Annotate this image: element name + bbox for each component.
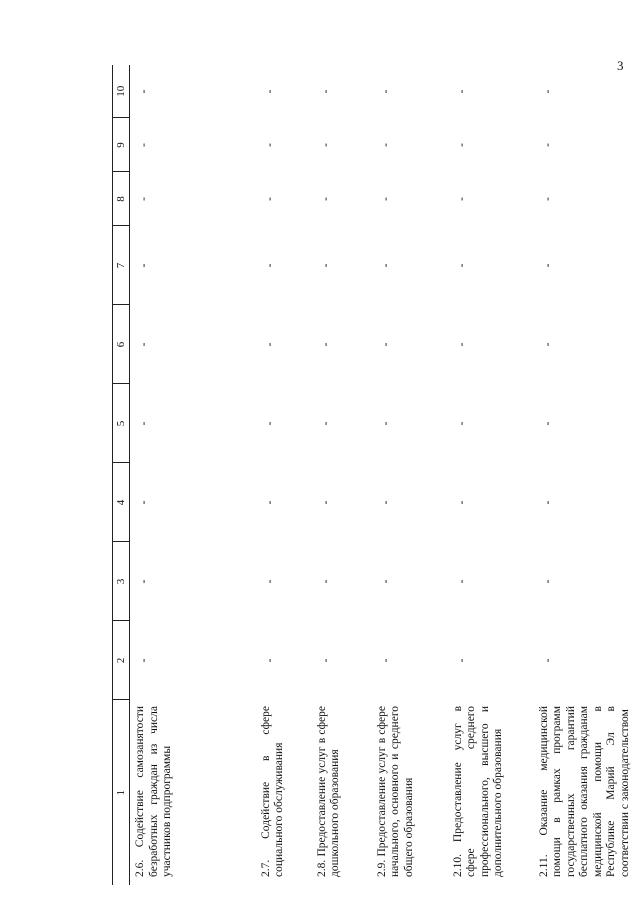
column-header: 9 (113, 118, 130, 172)
table-cell: - (317, 421, 332, 426)
column-header: 1 (113, 700, 130, 885)
column-header: 4 (113, 463, 130, 542)
table-cell: - (453, 197, 468, 201)
table-row (448, 65, 534, 885)
table-cell: - (539, 500, 554, 505)
row-name: 2.10. Предоставление услуг в сфере среднего профессионального, высшего и дополнительного образования (451, 706, 505, 877)
table-row (130, 65, 256, 885)
table-cell: - (539, 89, 554, 94)
table-cell: - (261, 143, 276, 147)
table-cell: - (453, 579, 468, 584)
column-header: 10 (113, 65, 130, 118)
column-header: 7 (113, 226, 130, 305)
header-row (113, 65, 130, 885)
table-cell: - (261, 263, 276, 268)
table-cell: - (377, 197, 392, 201)
column-header: 5 (113, 384, 130, 463)
row-name: 2.7. Содействие в сфере социального обслуживания (259, 706, 286, 877)
table-cell: - (136, 143, 150, 147)
column-header: 2 (113, 621, 130, 700)
table-cell: - (317, 342, 332, 347)
table-cell: - (136, 263, 150, 268)
table-cell: - (317, 143, 332, 147)
column-header: 3 (113, 542, 130, 621)
table-cell: - (261, 421, 276, 426)
table-cell: - (377, 143, 392, 147)
table-cell: - (453, 89, 468, 94)
row-name: 2.11. Оказание медицинской помощи в рамках программ государственных гарантий бесплатного оказания гражданам медицинской помощи в Республике Марий Эл в соответствии с законодательством (537, 706, 631, 877)
row-name: 2.8. Предоставление услуг в сфере дошкольного образования (315, 706, 342, 877)
table-cell: - (539, 421, 554, 426)
table-cell: - (136, 579, 150, 584)
rotated-table-wrapper (112, 65, 639, 885)
table-cell: - (261, 342, 276, 347)
table-cell: - (261, 197, 276, 201)
table-cell: - (317, 658, 332, 663)
table-cell: - (377, 342, 392, 347)
table-row (534, 65, 639, 885)
table-cell: - (136, 421, 150, 426)
table-cell: - (261, 658, 276, 663)
table-cell: - (539, 197, 554, 201)
page-number: 3 (617, 58, 624, 73)
row-name: 2.9. Предоставление услуг в сфере начального, основного и среднего общего образования (375, 706, 415, 877)
table-cell: - (136, 197, 150, 201)
table-cell: - (453, 263, 468, 268)
table-cell: - (453, 500, 468, 505)
table-cell: - (136, 658, 150, 663)
table-row (256, 65, 312, 885)
table-cell: - (453, 421, 468, 426)
table-cell: - (317, 197, 332, 201)
column-header: 6 (113, 305, 130, 384)
table-cell: - (317, 500, 332, 505)
table-cell: - (377, 89, 392, 94)
table-cell: - (377, 263, 392, 268)
table-cell: - (539, 342, 554, 347)
table-cell: - (136, 342, 150, 347)
row-name: 2.6. Содействие самозанятости безработных граждан из числа участников подпрограммы (134, 706, 174, 877)
table-cell: - (377, 658, 392, 663)
table-cell: - (539, 579, 554, 584)
table-cell: - (539, 658, 554, 663)
data-table (112, 65, 639, 885)
table-cell: - (317, 263, 332, 268)
table-cell: - (377, 579, 392, 584)
table-cell: - (453, 143, 468, 147)
table-cell: - (261, 579, 276, 584)
table-cell: - (136, 89, 150, 94)
table-cell: - (261, 89, 276, 94)
table-cell: - (453, 658, 468, 663)
table-cell: - (377, 421, 392, 426)
table-cell: - (317, 579, 332, 584)
table-row (372, 65, 448, 885)
table-cell: - (261, 500, 276, 505)
table-cell: - (539, 143, 554, 147)
table-row (312, 65, 372, 885)
table-cell: - (317, 89, 332, 94)
table-cell: - (453, 342, 468, 347)
table-cell: - (377, 500, 392, 505)
table-cell: - (539, 263, 554, 268)
table-cell: - (136, 500, 150, 505)
column-header: 8 (113, 172, 130, 226)
